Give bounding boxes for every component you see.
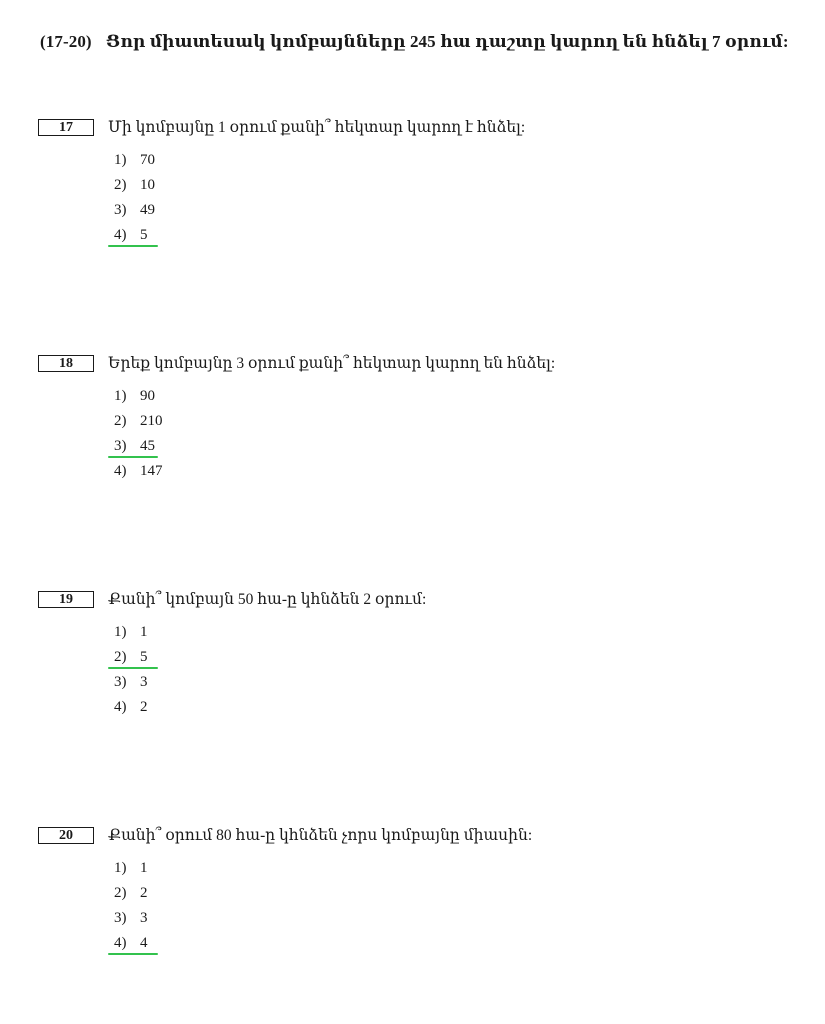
question-text: Քանի՞ օրում 80 հա-ը կհնձեն չորս կոմբայնը միասին: <box>108 826 533 844</box>
question-text: Քանի՞ կոմբայն 50 հա-ը կհնձեն 2 օրում: <box>108 590 427 608</box>
answer-option-3[interactable]: 3) 49 <box>114 202 155 218</box>
question-number-box: 20 <box>38 827 94 844</box>
answer-option-1[interactable]: 1) 90 <box>114 388 155 404</box>
answer-option-1[interactable]: 1) 1 <box>114 624 148 640</box>
answer-option-4-selected[interactable]: 4) 4 <box>114 931 204 956</box>
question-17 <box>38 116 798 248</box>
question-text: Երեք կոմբայնը 3 օրում քանի՞ հեկտար կարող են հնձել: <box>108 354 556 372</box>
answer-options <box>38 148 798 248</box>
answer-option-1[interactable]: 1) 70 <box>114 152 155 168</box>
task-statement: Ցոր միատեսակ կոմբայնները 245 հա դաշտը կարող են հնձել 7 օրում: <box>106 32 789 51</box>
answer-option-4-selected[interactable]: 4) 5 <box>114 223 204 248</box>
task-header <box>40 32 789 52</box>
answer-option-2[interactable]: 2) 2 <box>114 885 148 901</box>
answer-option-3[interactable]: 3) 3 <box>114 674 148 690</box>
answer-option-4[interactable]: 4) 2 <box>114 699 148 715</box>
answer-option-2[interactable]: 2) 210 <box>114 413 163 429</box>
answer-option-2-selected[interactable]: 2) 5 <box>114 645 204 670</box>
question-19 <box>38 588 798 720</box>
answer-option-4[interactable]: 4) 147 <box>114 463 163 479</box>
question-18 <box>38 352 798 484</box>
answer-option-3[interactable]: 3) 3 <box>114 910 148 926</box>
answer-options <box>38 384 798 484</box>
answer-option-2[interactable]: 2) 10 <box>114 177 155 193</box>
question-text: Մի կոմբայնը 1 օրում քանի՞ հեկտար կարող է հնձել: <box>108 118 526 136</box>
answer-options <box>38 856 798 956</box>
question-number-box: 18 <box>38 355 94 372</box>
answer-options <box>38 620 798 720</box>
question-number-box: 17 <box>38 119 94 136</box>
answer-option-1[interactable]: 1) 1 <box>114 860 148 876</box>
task-range: (17-20) <box>40 32 92 51</box>
question-number-box: 19 <box>38 591 94 608</box>
answer-option-3-selected[interactable]: 3) 45 <box>114 434 204 459</box>
question-20 <box>38 824 798 956</box>
